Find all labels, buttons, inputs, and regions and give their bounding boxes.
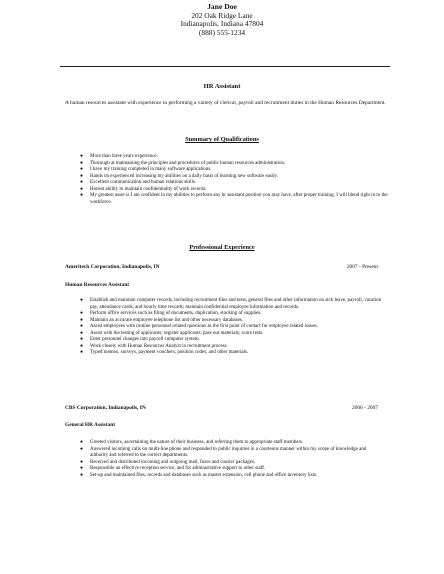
duty-text: Maintain an accurate employee telephone list and other necessary databases. [90,317,243,323]
objective-title: HR Assistant [203,83,241,90]
bullet-icon: ● [80,298,84,303]
qualification-text: I have my training completed in many software applications. [90,167,212,172]
bullet-icon: ● [80,324,84,329]
list-item [80,193,390,206]
job-header [65,405,378,411]
employment-dates: 2007 - Present [346,264,378,270]
list-item [80,472,382,480]
bullet-icon: ● [80,472,84,478]
job-duties-list [80,298,382,357]
qualifications-heading: Summary of Qualifications [185,136,259,143]
list-item [80,298,382,311]
bullet-icon: ● [80,160,84,166]
company-name: Ameritech Corporation, Indianapolis, IN [65,264,160,270]
bullet-icon: ● [80,186,84,192]
qualification-text: Honest ability to maintain confidentiality of work records. [90,186,207,192]
duty-text: Typed memos, surveys, payment vouchers, position codes, and other materials. [90,350,249,355]
duty-text: Work closely with Human Resources Analyst in recruitment process. [90,343,228,349]
qualification-text: Hands on experienced increasing my abilities on a daily basis of learning new software easily. [90,173,279,179]
city-state-zip: Indianapolis, Indiana 47804 [180,19,264,29]
bullet-icon: ● [80,173,84,179]
job-duties-list [80,440,382,479]
experience-heading: Professional Experience [189,244,255,251]
duty-text: Assist with the testing of applicants; register applicants; pass out materials; score tests. [90,330,264,336]
duty-text: Enter personnel changes into payroll computer system. [90,337,200,342]
qualification-text: Excellent communication and human relations skills. [90,180,197,185]
header-divider [60,66,390,67]
duty-text: Perform office services such as filing of documents, duplication, stocking of supplies. [90,311,262,316]
bullet-icon: ● [80,180,84,185]
duty-text: Received and distributed incoming and outgoing mail, faxes and courier packages. [90,459,256,465]
list-item [80,446,382,460]
bullet-icon: ● [80,446,84,452]
qualification-text: My greatest asset is I am confident in my abilities to perform any hr assistant position you may have, after proper training; I will blend right in to the workforce. [90,193,388,205]
bullet-icon: ● [80,167,84,172]
duty-text: Greeted visitors, ascertaining the nature of their business, and referring them to appropriate staff members. [90,440,304,445]
qualification-text: Thorough at maintaining the principles and procedures of public human resources administration. [90,160,286,166]
bullet-icon: ● [80,311,84,316]
duty-text: Establish and maintain computer records, including recruitment files and tests, general files and other information on sick leave, payroll, vacation pay, attendance cards, and hourly time records; maintain confidential employee information and records. [90,298,382,310]
bullet-icon: ● [80,337,84,342]
list-item [80,350,382,357]
bullet-icon: ● [80,459,84,465]
bullet-icon: ● [80,466,84,471]
bullet-icon: ● [80,440,84,445]
bullet-icon: ● [80,317,84,323]
phone-number: (888) 555-1234 [198,27,246,37]
applicant-name: Jane Doe [207,2,237,11]
qualification-text: More than three years experience. [90,154,158,159]
duty-text: Answered incoming calls on multi-line phone and responded to public inquiries in a courteous manner within my scope of knowledge and authority and referred to the correct departments. [90,446,367,458]
contact-header [0,3,444,37]
street-address: 202 Oak Ridge Lane [191,10,253,20]
employment-dates: 2006 - 2007 [351,405,378,411]
bullet-icon: ● [80,350,84,355]
bullet-icon: ● [80,343,84,349]
job-title: Human Resources Assistant [65,282,129,288]
qualifications-list [80,154,390,206]
bullet-icon: ● [80,154,84,159]
job-header [65,264,378,270]
duty-text: Set-up and maintained files, records and databases such as master extension, cell phone and office inventory lists. [90,472,318,478]
duty-text: Responsible an effective reception service, and for administrative support to other staff. [90,466,266,471]
bullet-icon: ● [80,193,84,198]
job-title: General HR Assistant [65,422,116,428]
bullet-icon: ● [80,330,84,336]
company-name: CBS Corporation, Indianapolis, IN [65,405,146,411]
objective-text: A human resources assistant with experience in performing a variety of clerical, payroll and recruitment duties in the Human Resources Department. [65,100,386,106]
duty-text: Assist employees with routine personnel related questions as the first point of contact for employee related issues. [90,324,318,329]
